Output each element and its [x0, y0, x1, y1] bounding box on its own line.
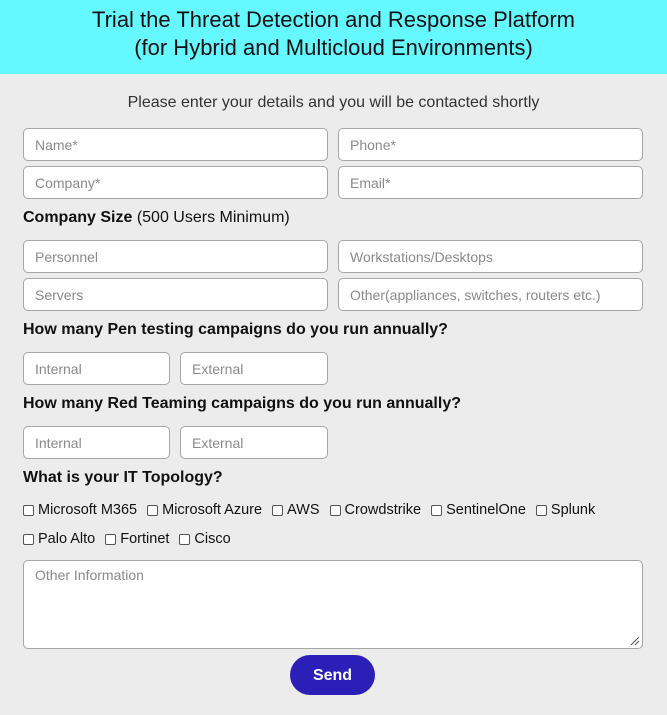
checkbox[interactable] — [536, 505, 547, 516]
checkbox[interactable] — [23, 534, 34, 545]
topology-option[interactable] — [23, 531, 95, 547]
other-devices-field[interactable] — [338, 278, 643, 311]
option-label: AWS — [287, 502, 320, 518]
topology-options-row-2 — [23, 531, 241, 547]
company-size-label — [23, 209, 290, 227]
pen-testing-label: How many Pen testing campaigns do you run annually? — [23, 321, 448, 338]
workstations-field[interactable] — [338, 240, 643, 273]
phone-field[interactable] — [338, 128, 643, 161]
personnel-field[interactable] — [23, 240, 328, 273]
option-label: Palo Alto — [38, 531, 96, 547]
checkbox[interactable] — [179, 534, 190, 545]
company-size-label-bold: Company Size — [23, 209, 133, 226]
topology-option[interactable] — [105, 531, 169, 547]
company-size-label-note: (500 Users Minimum) — [136, 209, 290, 226]
option-label: Crowdstrike — [344, 502, 422, 518]
checkbox[interactable] — [105, 534, 116, 545]
topology-label: What is your IT Topology? — [23, 469, 223, 486]
checkbox[interactable] — [272, 505, 283, 516]
topology-option[interactable] — [23, 502, 137, 518]
checkbox[interactable] — [23, 505, 34, 516]
topology-option[interactable] — [431, 502, 526, 518]
checkbox[interactable] — [431, 505, 442, 516]
red-teaming-external-field[interactable] — [180, 426, 328, 459]
email-field[interactable] — [338, 166, 643, 199]
option-label: Cisco — [194, 531, 231, 547]
servers-field[interactable] — [23, 278, 328, 311]
pen-testing-external-field[interactable] — [180, 352, 328, 385]
checkbox[interactable] — [147, 505, 158, 516]
page-header — [0, 0, 667, 74]
topology-option[interactable] — [179, 531, 230, 547]
option-label: SentinelOne — [446, 502, 526, 518]
send-button[interactable]: Send — [290, 655, 375, 695]
resize-handle-icon[interactable] — [628, 634, 640, 646]
pen-testing-internal-field[interactable] — [23, 352, 170, 385]
form-subtitle: Please enter your details and you will be contacted shortly — [127, 94, 540, 111]
option-label: Fortinet — [120, 531, 170, 547]
option-label: Microsoft M365 — [38, 502, 138, 518]
topology-option[interactable] — [272, 502, 320, 518]
checkbox[interactable] — [330, 505, 341, 516]
name-field[interactable] — [23, 128, 328, 161]
option-label: Splunk — [550, 502, 596, 518]
other-information-field[interactable] — [23, 560, 643, 649]
page-title-line-1: Trial the Threat Detection and Response Platform — [91, 7, 576, 32]
topology-option[interactable] — [147, 502, 262, 518]
option-label: Microsoft Azure — [162, 502, 263, 518]
topology-option[interactable] — [330, 502, 422, 518]
topology-option[interactable] — [536, 502, 595, 518]
topology-options-row-1 — [23, 502, 605, 518]
company-field[interactable] — [23, 166, 328, 199]
red-teaming-internal-field[interactable] — [23, 426, 170, 459]
red-teaming-label: How many Red Teaming campaigns do you run annually? — [23, 395, 461, 412]
page-title-line-2: (for Hybrid and Multicloud Environments) — [134, 35, 533, 60]
